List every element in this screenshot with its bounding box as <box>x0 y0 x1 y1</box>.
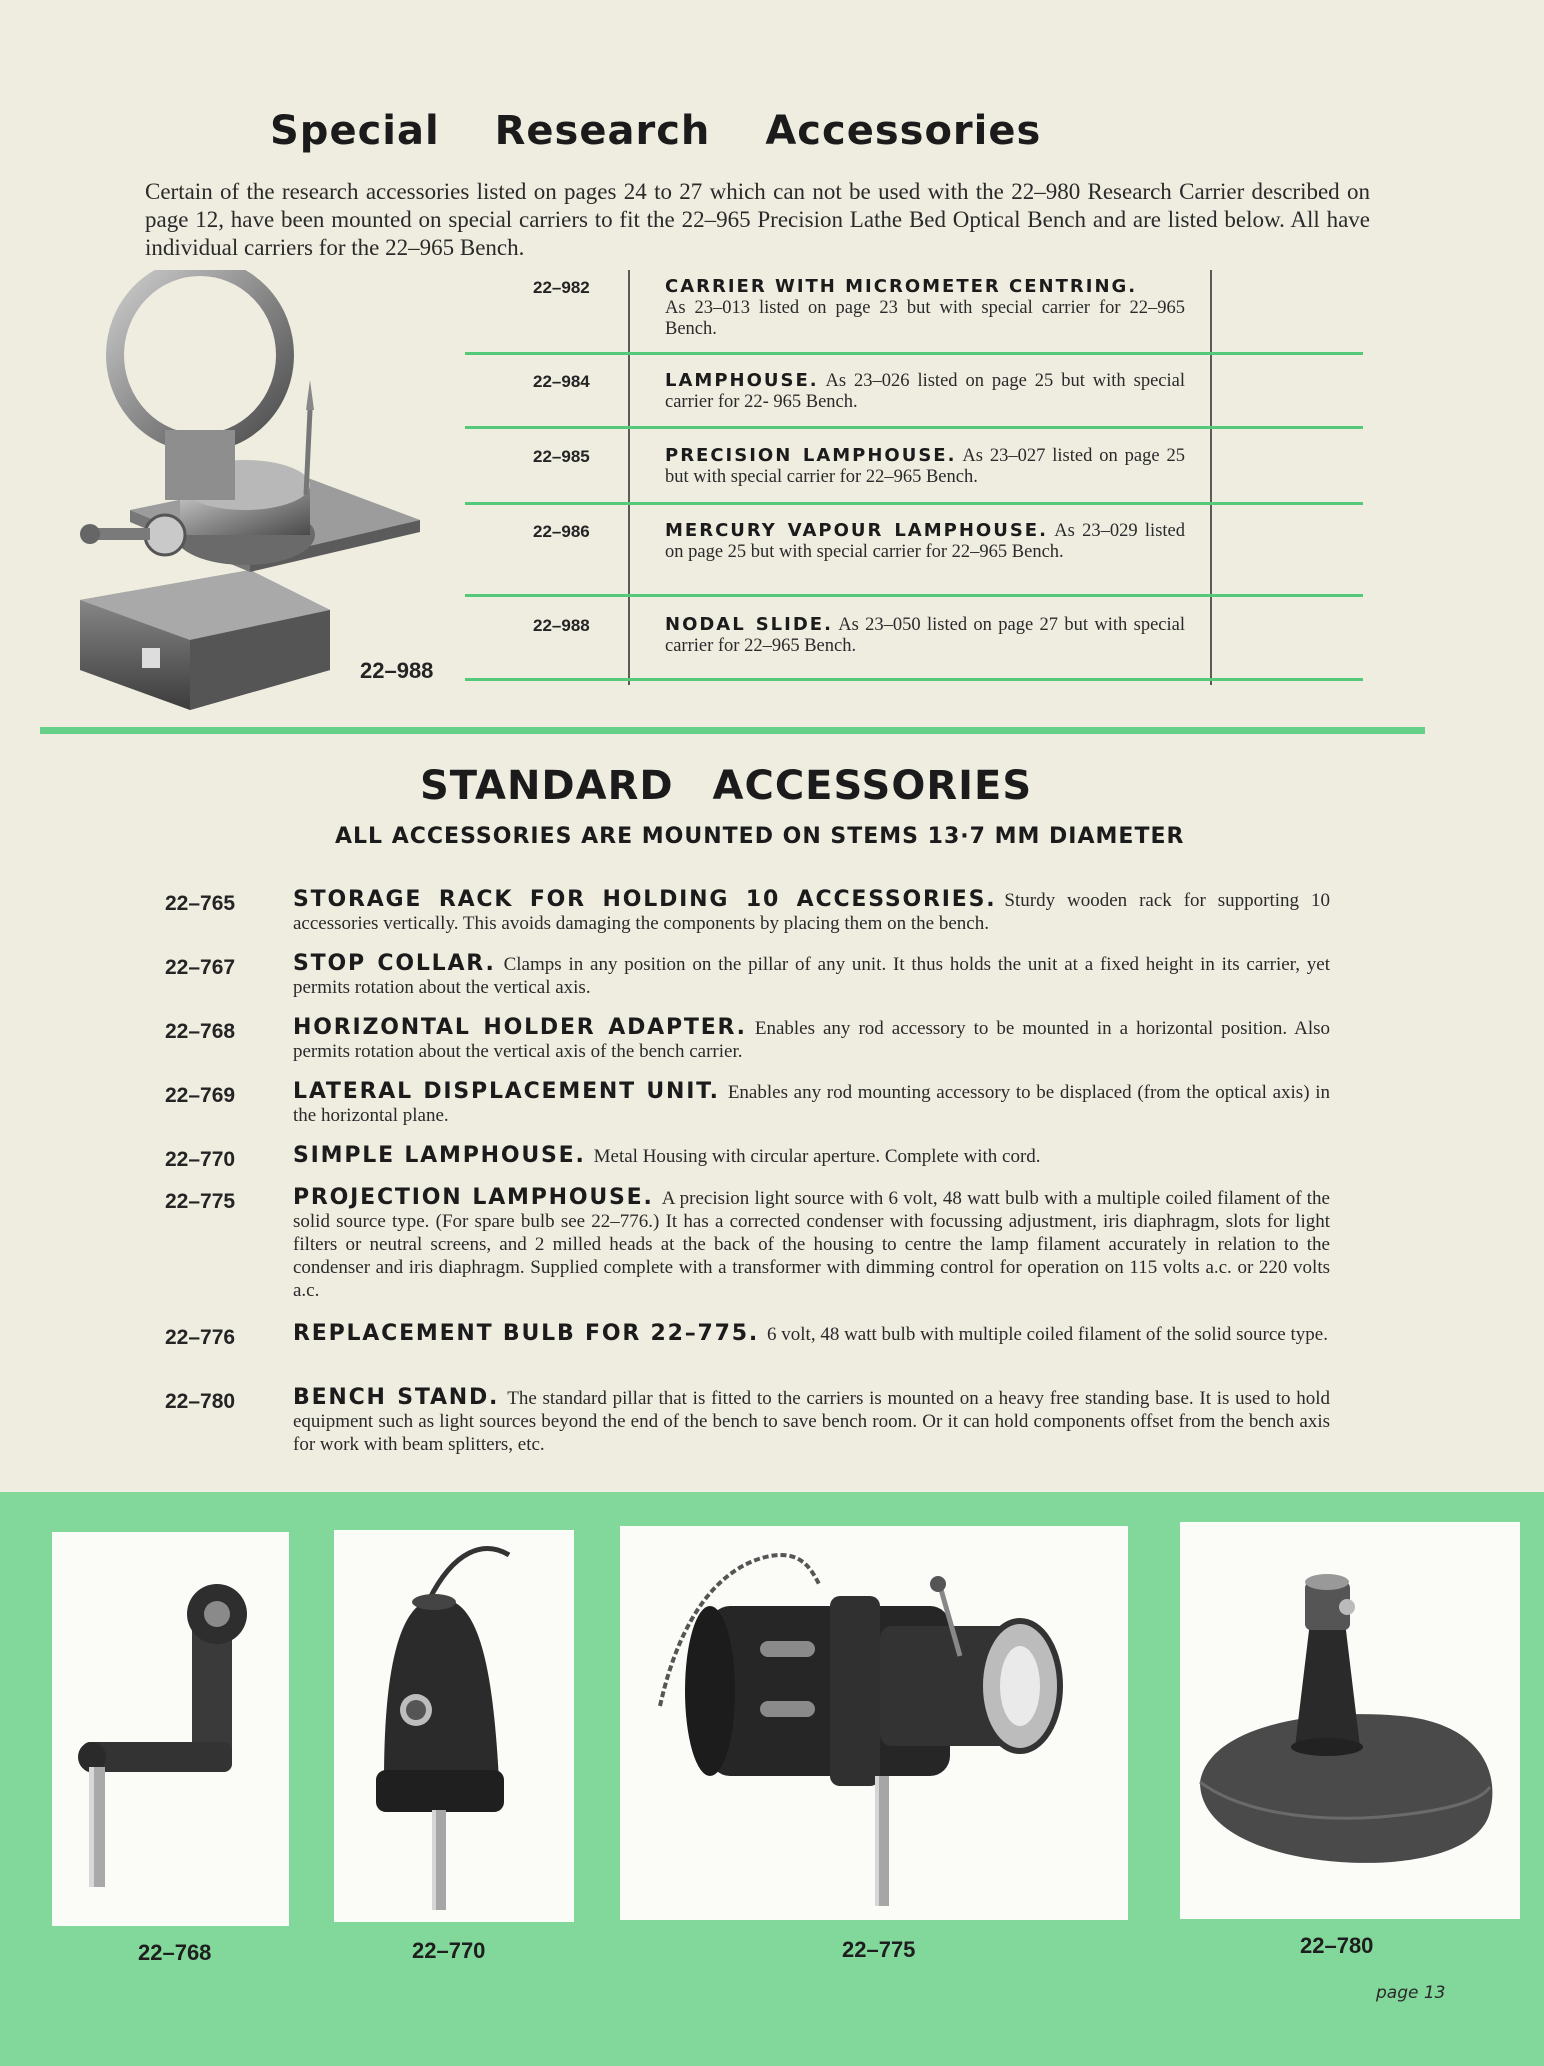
table-row <box>465 439 1365 501</box>
list-item <box>165 1186 1330 1322</box>
item-text: The standard pillar that is fitted to the carriers is mounted on a heavy free standing base. It is used to hold equipment such as light sources beyond the end of the bench to save bench room. Or it can hold components offset from the bench axis for work with beam splitters, etc. <box>293 1388 1330 1455</box>
item-name: NODAL SLIDE. <box>665 614 833 635</box>
horizontal-holder-adapter-photo <box>52 1532 289 1926</box>
item-text: Metal Housing with circular aperture. Complete with cord. <box>593 1146 1041 1167</box>
row-rule <box>465 594 1363 597</box>
item-description <box>293 1016 1330 1063</box>
item-code: 22–768 <box>165 1020 236 1043</box>
item-description <box>293 1386 1330 1456</box>
item-text: As 23–013 listed on page 23 but with special carrier for 22–965 Bench. <box>665 298 1185 339</box>
row-rule <box>465 502 1363 505</box>
item-text: As 23–029 listed on page 25 but with special carrier for 22–965 Bench. <box>665 521 1185 562</box>
item-text: Clamps in any position on the pillar of any unit. It thus holds the unit at a fixed height in its carrier, yet permits rotation about the vertical axis. <box>293 954 1330 998</box>
list-item <box>165 1386 1330 1466</box>
simple-lamphouse-photo <box>334 1530 574 1922</box>
item-name: SIMPLE LAMPHOUSE. <box>293 1143 586 1168</box>
row-rule <box>465 352 1363 355</box>
item-text: As 23–027 listed on page 25 but with special carrier for 22–965 Bench. <box>665 446 1186 487</box>
special-research-table <box>465 270 1365 685</box>
nodal-slide-photo-code: 22–988 <box>360 658 434 683</box>
list-item <box>165 1322 1330 1386</box>
list-item <box>165 888 1330 952</box>
item-description <box>665 276 1185 340</box>
item-code: 22–985 <box>533 447 590 466</box>
page-number: page 13 <box>1376 1983 1446 2003</box>
item-name: LATERAL DISPLACEMENT UNIT. <box>293 1079 720 1104</box>
standard-accessories-list <box>165 888 1330 1466</box>
standard-accessories-subtitle: ALL ACCESSORIES ARE MOUNTED ON STEMS 13·7 MM DIAMETER <box>335 824 1185 849</box>
item-name: REPLACEMENT BULB FOR 22–775. <box>293 1321 760 1346</box>
photo-band <box>0 1492 1544 2066</box>
item-name: PROJECTION LAMPHOUSE. <box>293 1185 654 1210</box>
item-description <box>293 888 1330 935</box>
item-description <box>293 1144 1330 1168</box>
item-text: A precision light source with 6 volt, 48 watt bulb with a multiple coiled filament of the solid source type. (For spare bulb see 22–776.) It has a corrected condenser with focussing adjustment, iris diaphragm, slots for light filters or neutral screens, and 2 milled heads at the back of the housing to centre the lamp filament accurately in relation to the condenser and iris diaphragm. Supplied complete with a transformer with dimming control for operation on 115 volts a.c. or 220 volts a.c. <box>293 1188 1330 1301</box>
item-name: STOP COLLAR. <box>293 951 496 976</box>
item-name: PRECISION LAMPHOUSE. <box>665 445 957 466</box>
photo-code: 22–775 <box>842 1937 916 1962</box>
photo-code: 22–780 <box>1300 1933 1374 1958</box>
item-description <box>665 614 1185 657</box>
item-code: 22–988 <box>533 616 590 635</box>
item-code: 22–986 <box>533 522 590 541</box>
item-text: Enables any rod mounting accessory to be displaced (from the optical axis) in the horizontal plane. <box>293 1082 1330 1126</box>
item-name: MERCURY VAPOUR LAMPHOUSE. <box>665 520 1048 541</box>
row-rule <box>465 678 1363 681</box>
table-row <box>465 270 1365 350</box>
item-code: 22–765 <box>165 892 236 915</box>
table-row <box>465 364 1365 424</box>
section-divider <box>40 727 1425 734</box>
item-code: 22–982 <box>533 278 590 297</box>
item-text: Sturdy wooden rack for supporting 10 accessories vertically. This avoids damaging the components by placing them on the bench. <box>293 890 1330 934</box>
item-description <box>665 370 1185 413</box>
item-code: 22–767 <box>165 956 236 979</box>
table-row <box>465 514 1365 594</box>
item-text: As 23–026 listed on page 25 but with special carrier for 22- 965 Bench. <box>665 371 1185 412</box>
item-code: 22–770 <box>165 1148 236 1171</box>
item-text: As 23–050 listed on page 27 but with special carrier for 22–965 Bench. <box>665 615 1185 656</box>
list-item <box>165 1080 1330 1144</box>
item-description <box>293 1080 1330 1127</box>
item-code: 22–769 <box>165 1084 236 1107</box>
list-item <box>165 952 1330 1016</box>
standard-accessories-title: STANDARD ACCESSORIES <box>420 763 1033 809</box>
item-name: LAMPHOUSE. <box>665 370 819 391</box>
item-description <box>293 1322 1330 1346</box>
item-description <box>665 445 1185 488</box>
projection-lamphouse-photo <box>620 1526 1128 1920</box>
list-item <box>165 1016 1330 1080</box>
item-code: 22–984 <box>533 372 590 391</box>
photo-code: 22–770 <box>412 1938 486 1963</box>
nodal-slide-photo <box>70 270 430 710</box>
row-rule <box>465 426 1363 429</box>
item-text: Enables any rod accessory to be mounted in a horizontal position. Also permits rotation about the vertical axis of the bench carrier. <box>293 1018 1330 1062</box>
bench-stand-photo <box>1180 1522 1520 1919</box>
item-description <box>665 520 1185 563</box>
item-description <box>293 1186 1330 1302</box>
item-code: 22–776 <box>165 1326 236 1349</box>
item-name: CARRIER WITH MICROMETER CENTRING. <box>665 276 1138 297</box>
item-name: STORAGE RACK FOR HOLDING 10 ACCESSORIES. <box>293 887 997 912</box>
list-item <box>165 1144 1330 1186</box>
item-code: 22–780 <box>165 1390 236 1413</box>
item-name: BENCH STAND. <box>293 1385 500 1410</box>
item-name: HORIZONTAL HOLDER ADAPTER. <box>293 1015 747 1040</box>
special-research-title: Special Research Accessories <box>270 108 1042 154</box>
item-description <box>293 952 1330 999</box>
item-text: 6 volt, 48 watt bulb with multiple coiled filament of the solid source type. <box>767 1324 1328 1345</box>
table-row <box>465 608 1365 678</box>
photo-code: 22–768 <box>138 1940 212 1965</box>
item-code: 22–775 <box>165 1190 236 1213</box>
special-research-intro: Certain of the research accessories listed on pages 24 to 27 which can not be used with the 22–980 Research Carrier described on page 12, have been mounted on special carriers to fit the 22–965 Precision Lathe Bed Optical Bench and are listed below. All have individual carriers for the 22–965 Bench. <box>145 179 1370 260</box>
